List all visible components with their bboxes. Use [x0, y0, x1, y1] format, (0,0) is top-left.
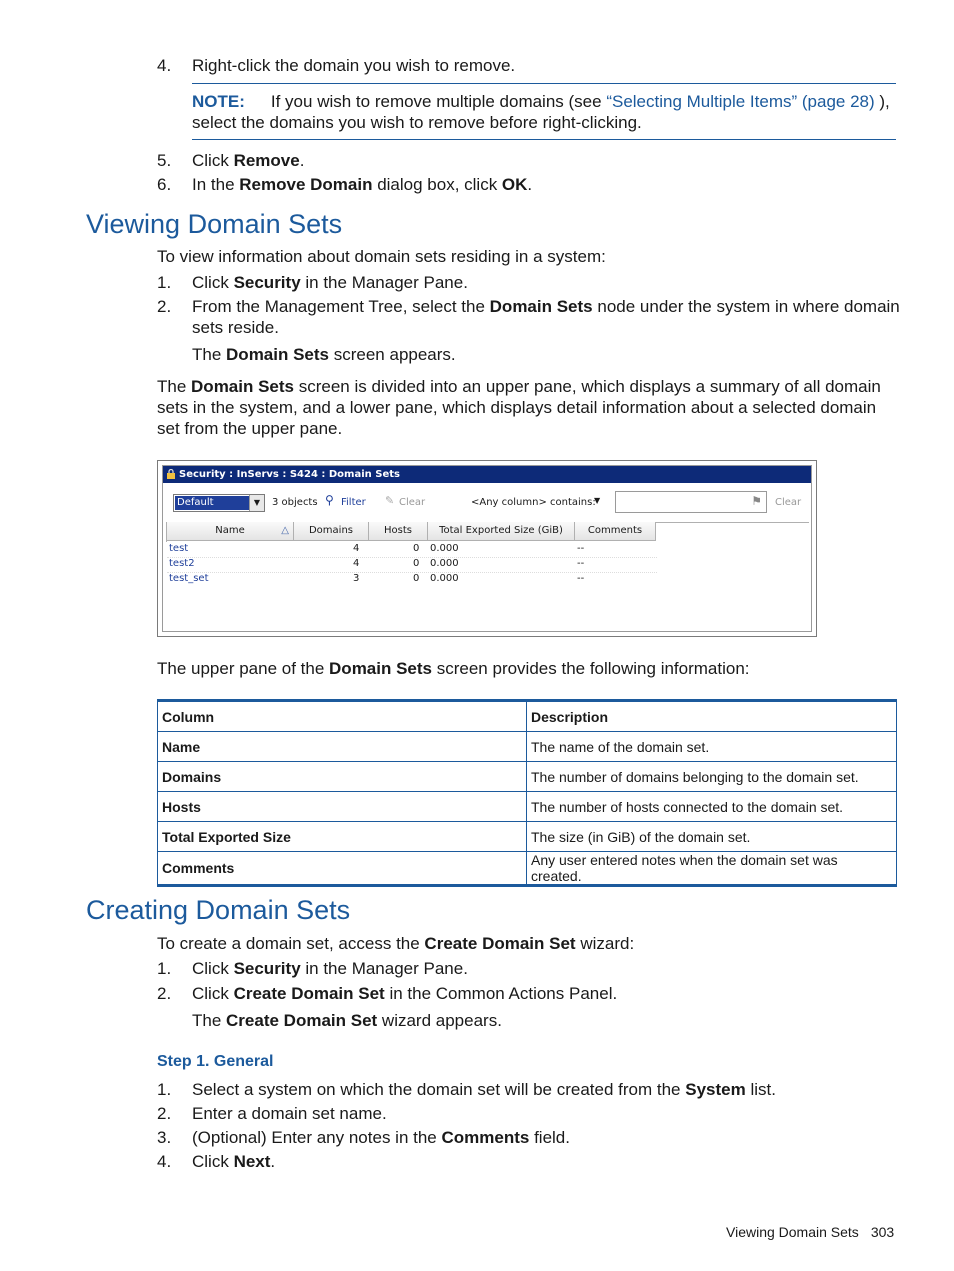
table-row	[158, 792, 897, 822]
text: list.	[745, 1080, 776, 1099]
step-number: 2.	[157, 984, 172, 1003]
note-top-rule	[192, 83, 896, 84]
lock-icon	[166, 469, 176, 479]
window-title: Security : InServs : S424 : Domain Sets	[179, 469, 400, 480]
step-text	[192, 1128, 570, 1148]
column-header-comments[interactable]: Comments	[575, 522, 656, 541]
footer	[726, 1224, 894, 1240]
column-name-cell: Hosts	[158, 792, 527, 822]
page-number: 303	[870, 1224, 895, 1240]
text: screen is divided into an upper pane, which displays a summary of all domain	[294, 377, 881, 396]
row-size: 0.000	[430, 543, 459, 554]
description-cell: The number of domains belonging to the domain set.	[527, 762, 897, 792]
pin-icon: ⚑	[751, 494, 762, 508]
text: wizard appears.	[377, 1011, 502, 1030]
text: Click	[192, 273, 234, 292]
text: In the	[192, 175, 240, 194]
step-number: 4.	[157, 56, 172, 75]
text: screen provides the following information:	[432, 659, 750, 678]
row-comments: --	[577, 573, 585, 584]
table-row	[158, 732, 897, 762]
search-input[interactable]	[615, 491, 767, 513]
text: (Optional) Enter any notes in the	[192, 1128, 442, 1147]
table-row	[158, 852, 897, 886]
note-bottom-rule	[192, 139, 896, 140]
text: in the Manager Pane.	[300, 273, 468, 292]
row-comments: --	[577, 558, 585, 569]
section-heading: Creating Domain Sets	[86, 895, 351, 925]
paragraph-line: set from the upper pane.	[157, 419, 343, 438]
step-text-cont: sets reside.	[192, 318, 279, 337]
row-hosts: 0	[413, 543, 420, 554]
result-text	[192, 1011, 502, 1031]
text: Right-click the domain you wish to remove.	[192, 56, 516, 75]
domain-sets-screenshot	[157, 460, 817, 637]
note-text: If you wish to remove multiple domains (see	[270, 92, 607, 111]
bold-term: Domain Sets	[226, 345, 330, 364]
text: dialog box, click	[372, 175, 502, 194]
bold-term: Create Domain Set	[424, 934, 576, 953]
chevron-down-icon: ▼	[249, 495, 264, 511]
bold-term: Domain Sets	[329, 659, 433, 678]
bold-term: Remove Domain	[239, 175, 373, 194]
row-hosts: 0	[413, 573, 420, 584]
window-titlebar	[163, 466, 811, 483]
description-cell: The size (in GiB) of the domain set.	[527, 822, 897, 852]
column-header-name[interactable]	[167, 522, 294, 541]
row-name: test2	[169, 558, 195, 569]
text: .	[299, 151, 305, 170]
header-cell: Column	[158, 701, 527, 732]
table-row	[158, 822, 897, 852]
text: The	[192, 1011, 227, 1030]
row-name: test	[169, 543, 189, 554]
column-header-domains[interactable]: Domains	[294, 522, 369, 541]
description-cell: The number of hosts connected to the domain set.	[527, 792, 897, 822]
column-label: Name	[215, 525, 245, 536]
text: The upper pane of the	[157, 659, 330, 678]
paragraph-line	[157, 377, 881, 397]
step-text	[192, 175, 532, 195]
text: Select a system on which the domain set will be created from the	[192, 1080, 686, 1099]
row-domains: 4	[353, 543, 360, 554]
step-number: 6.	[157, 175, 172, 194]
paragraph-line	[157, 659, 750, 679]
chevron-down-icon: ▼	[594, 496, 601, 505]
row-size: 0.000	[430, 558, 459, 569]
eraser-icon: ✎	[385, 494, 395, 507]
text: Click	[192, 151, 234, 170]
footer-title: Viewing Domain Sets	[726, 1224, 859, 1240]
text: in the Manager Pane.	[300, 959, 468, 978]
object-count: 3 objects	[272, 497, 318, 508]
text: in the Common Actions Panel.	[384, 984, 618, 1003]
table-row[interactable]	[167, 542, 657, 558]
bold-term: Create Domain Set	[233, 984, 385, 1003]
text: screen appears.	[329, 345, 456, 364]
intro-text	[157, 934, 634, 954]
row-name: test_set	[169, 573, 209, 584]
step-number: 1.	[157, 273, 172, 292]
bold-term: Comments	[441, 1128, 530, 1147]
step-text	[192, 56, 515, 76]
step-number: 3.	[157, 1128, 172, 1147]
column-header-size[interactable]: Total Exported Size (GiB)	[428, 522, 575, 541]
bold-term: OK	[501, 175, 528, 194]
bold-term: Domain Sets	[489, 297, 593, 316]
text: To create a domain set, access the	[157, 934, 425, 953]
table-rows	[167, 542, 657, 588]
column-name-cell: Name	[158, 732, 527, 762]
step-text	[192, 1152, 275, 1172]
step-number: 2.	[157, 297, 172, 316]
column-header-hosts[interactable]: Hosts	[369, 522, 428, 541]
table-row	[158, 762, 897, 792]
view-dropdown[interactable]	[173, 494, 265, 512]
text: Click	[192, 1152, 234, 1171]
bold-term: Create Domain Set	[226, 1011, 378, 1030]
step-text	[192, 273, 468, 293]
result-text	[192, 345, 456, 365]
step-text: Enter a domain set name.	[192, 1104, 387, 1123]
columns-table	[157, 699, 897, 887]
intro-text: To view information about domain sets residing in a system:	[157, 247, 606, 266]
text: The	[192, 345, 227, 364]
table-row[interactable]	[167, 557, 657, 573]
step-text	[192, 151, 304, 171]
note-label: NOTE:	[192, 92, 245, 111]
bold-term: Security	[233, 959, 301, 978]
text: field.	[529, 1128, 570, 1147]
table-header-row	[158, 701, 897, 732]
step-number: 1.	[157, 1080, 172, 1099]
row-comments: --	[577, 543, 585, 554]
step-number: 2.	[157, 1104, 172, 1123]
text: Click	[192, 984, 234, 1003]
bold-term: Remove	[233, 151, 300, 170]
text: .	[270, 1152, 276, 1171]
text: The	[157, 377, 192, 396]
clear-filter-button[interactable]: Clear	[399, 497, 426, 508]
step-text	[192, 297, 900, 317]
screenshot-frame	[162, 465, 812, 632]
clear-search-button[interactable]: Clear	[775, 497, 802, 508]
note	[192, 92, 890, 112]
text: .	[527, 175, 533, 194]
text: wizard:	[575, 934, 635, 953]
step-text	[192, 1080, 776, 1100]
text: Click	[192, 959, 234, 978]
bold-term: Next	[233, 1152, 271, 1171]
step-text	[192, 959, 468, 979]
step-number: 1.	[157, 959, 172, 978]
note-line2: select the domains you wish to remove before right-clicking.	[192, 113, 642, 132]
subsection-heading: Step 1. General	[157, 1053, 274, 1070]
row-hosts: 0	[413, 558, 420, 569]
bold-term: Security	[233, 273, 301, 292]
paragraph-line: sets in the system, and a lower pane, which displays detail information about a selected domain	[157, 398, 877, 417]
section-heading: Viewing Domain Sets	[86, 209, 343, 239]
row-size: 0.000	[430, 573, 459, 584]
text: node under the system in where domain	[592, 297, 900, 316]
note-text-end: ),	[874, 92, 890, 111]
toolbar	[163, 486, 811, 516]
step-text	[192, 984, 617, 1004]
row-domains: 3	[353, 573, 360, 584]
description-cell: The name of the domain set.	[527, 732, 897, 762]
header-cell: Description	[527, 701, 897, 732]
sort-ascending-icon: △	[281, 525, 289, 536]
step-number: 4.	[157, 1152, 172, 1171]
filter-icon: ⚲	[325, 493, 334, 507]
view-dropdown-value: Default	[175, 496, 249, 510]
row-domains: 4	[353, 558, 360, 569]
text: From the Management Tree, select the	[192, 297, 490, 316]
description-cell: Any user entered notes when the domain set was created.	[527, 852, 897, 886]
bold-term: Domain Sets	[191, 377, 295, 396]
column-name-cell: Domains	[158, 762, 527, 792]
filter-button[interactable]: Filter	[341, 497, 366, 508]
note-link[interactable]: “Selecting Multiple Items” (page 28)	[606, 92, 875, 111]
column-selector[interactable]: <Any column> contains:	[471, 497, 596, 508]
column-name-cell: Total Exported Size	[158, 822, 527, 852]
table-row[interactable]	[167, 572, 657, 587]
step-number: 5.	[157, 151, 172, 170]
column-name-cell: Comments	[158, 852, 527, 886]
bold-term: System	[685, 1080, 746, 1099]
